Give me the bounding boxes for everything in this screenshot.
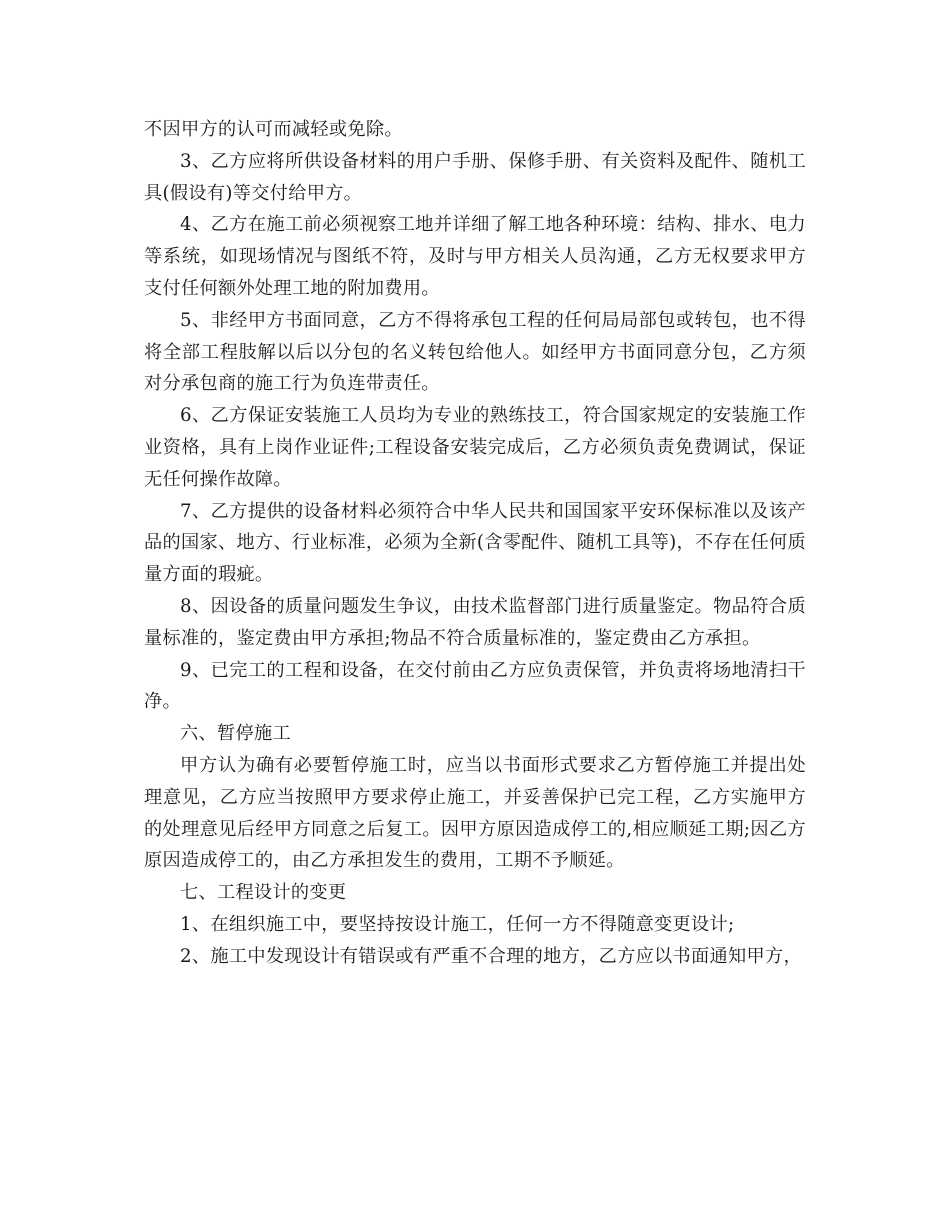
paragraph-clause-3: 3、乙方应将所供设备材料的用户手册、保修手册、有关资料及配件、随机工具(假设有)等交付给甲方。 xyxy=(144,150,806,204)
paragraph-clause-7: 7、乙方提供的设备材料必须符合中华人民共和国国家平安环保标准以及该产品的国家、地方、行业标准，必须为全新(含零配件、随机工具等)，不存在任何质量方面的瑕疵。 xyxy=(144,500,806,586)
paragraph-clause-6: 6、乙方保证安装施工人员均为专业的熟练技工，符合国家规定的安装施工作业资格，具有上岗作业证件;工程设备安装完成后，乙方必须负责免费调试，保证无任何操作故障。 xyxy=(144,405,806,490)
section-heading-suspension: 六、暂停施工 xyxy=(180,723,291,745)
paragraph-clause-4: 4、乙方在施工前必须视察工地并详细了解工地各种环境：结构、排水、电力等系统，如现场情况与图纸不符，及时与甲方相关人员沟通，乙方无权要求甲方支付任何额外处理工地的附加费用。 xyxy=(144,214,806,299)
paragraph-suspension: 甲方认为确有必要暂停施工时，应当以书面形式要求乙方暂停施工并提出处理意见，乙方应当按照甲方要求停止施工，并妥善保护已完工程，乙方实施甲方的处理意见后经甲方同意之后复工。因甲方原因造成停工的,相应顺延工期;因乙方原因造成停工的，由乙方承担发生的费用，工期不予顺延。 xyxy=(144,754,806,872)
paragraph-clause-9: 9、已完工的工程和设备，在交付前由乙方应负责保管，并负责将场地清扫干净。 xyxy=(144,659,806,713)
document-body xyxy=(144,114,806,973)
paragraph-continuation: 不因甲方的认可而减轻或免除。 xyxy=(144,119,403,140)
paragraph-design-change-2: 2、施工中发现设计有错误或有严重不合理的地方，乙方应以书面通知甲方， xyxy=(180,945,802,967)
paragraph-clause-5: 5、非经甲方书面同意，乙方不得将承包工程的任何局局部包或转包，也不得将全部工程肢解以后以分包的名义转包给他人。如经甲方书面同意分包，乙方须对分承包商的施工行为负连带责任。 xyxy=(144,309,806,395)
paragraph-clause-8: 8、因设备的质量问题发生争议，由技术监督部门进行质量鉴定。物品符合质量标准的，鉴定费由甲方承担;物品不符合质量标准的，鉴定费由乙方承担。 xyxy=(144,595,806,649)
paragraph-design-change-1: 1、在组织施工中，要坚持按设计施工，任何一方不得随意变更设计; xyxy=(180,913,735,935)
section-heading-design-change: 七、工程设计的变更 xyxy=(180,882,347,904)
